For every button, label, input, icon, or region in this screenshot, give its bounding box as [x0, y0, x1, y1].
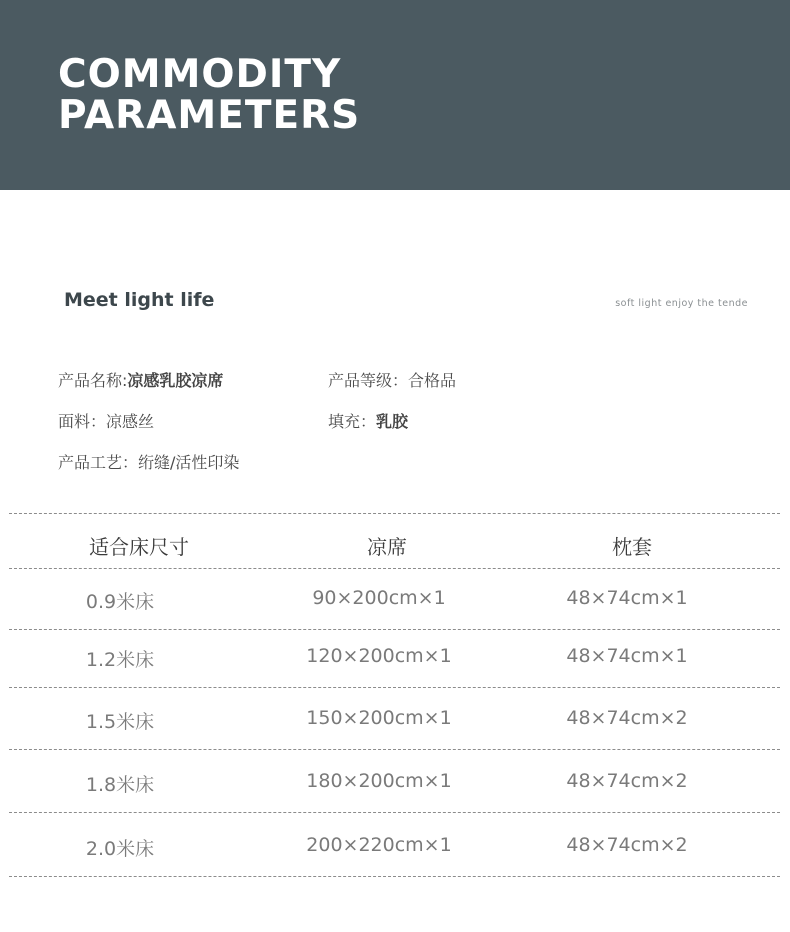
param-label: 面料：: [58, 412, 107, 431]
mat-size-cell: 120×200cm×1: [306, 645, 452, 667]
pillowcase-cell: 48×74cm×2: [566, 770, 688, 792]
param-value: 凉感丝: [106, 412, 155, 431]
banner-title: [58, 54, 360, 136]
banner-title-line-2: PARAMETERS: [58, 93, 361, 138]
mat-size-cell: 200×220cm×1: [306, 834, 452, 856]
divider: [9, 876, 780, 877]
bed-size-cell: 1.8米床: [85, 774, 155, 796]
param-value: 合格品: [408, 371, 457, 390]
divider: [9, 513, 780, 514]
pillowcase-cell: 48×74cm×1: [566, 645, 688, 667]
param-value: 凉感乳胶凉席: [127, 371, 224, 390]
mat-size-cell: 150×200cm×1: [306, 707, 452, 729]
banner-title-line-1: COMMODITY: [58, 52, 342, 97]
bed-size-cell: 0.9米床: [85, 591, 155, 613]
bed-size-cell: 1.2米床: [85, 649, 155, 671]
param-label: 产品名称:: [58, 371, 128, 390]
param-grade: [328, 368, 456, 391]
param-process: [58, 450, 239, 473]
bed-size-cell: 2.0米床: [85, 838, 155, 860]
param-value: 乳胶: [376, 412, 409, 431]
table-header-bed-size: 适合床尺寸: [89, 535, 189, 559]
param-value: 绗缝/活性印染: [138, 453, 240, 472]
divider: [9, 629, 780, 630]
param-fabric: [58, 409, 154, 432]
param-label: 产品等级：: [328, 371, 409, 390]
param-filling: [328, 409, 408, 432]
pillowcase-cell: 48×74cm×2: [566, 707, 688, 729]
divider: [9, 568, 780, 569]
header-banner: [0, 0, 790, 190]
mat-size-cell: 180×200cm×1: [306, 770, 452, 792]
table-header-mat: 凉席: [367, 535, 407, 559]
bed-size-cell: 1.5米床: [85, 711, 155, 733]
divider: [9, 749, 780, 750]
divider: [9, 812, 780, 813]
pillowcase-cell: 48×74cm×1: [566, 587, 688, 609]
tagline: soft light enjoy the tende: [615, 298, 748, 309]
subheading: Meet light life: [64, 289, 215, 311]
param-label: 产品工艺：: [58, 453, 139, 472]
pillowcase-cell: 48×74cm×2: [566, 834, 688, 856]
mat-size-cell: 90×200cm×1: [312, 587, 446, 609]
param-product-name: [58, 368, 223, 391]
divider: [9, 687, 780, 688]
table-header-pillowcase: 枕套: [612, 535, 652, 559]
param-label: 填充：: [328, 412, 377, 431]
